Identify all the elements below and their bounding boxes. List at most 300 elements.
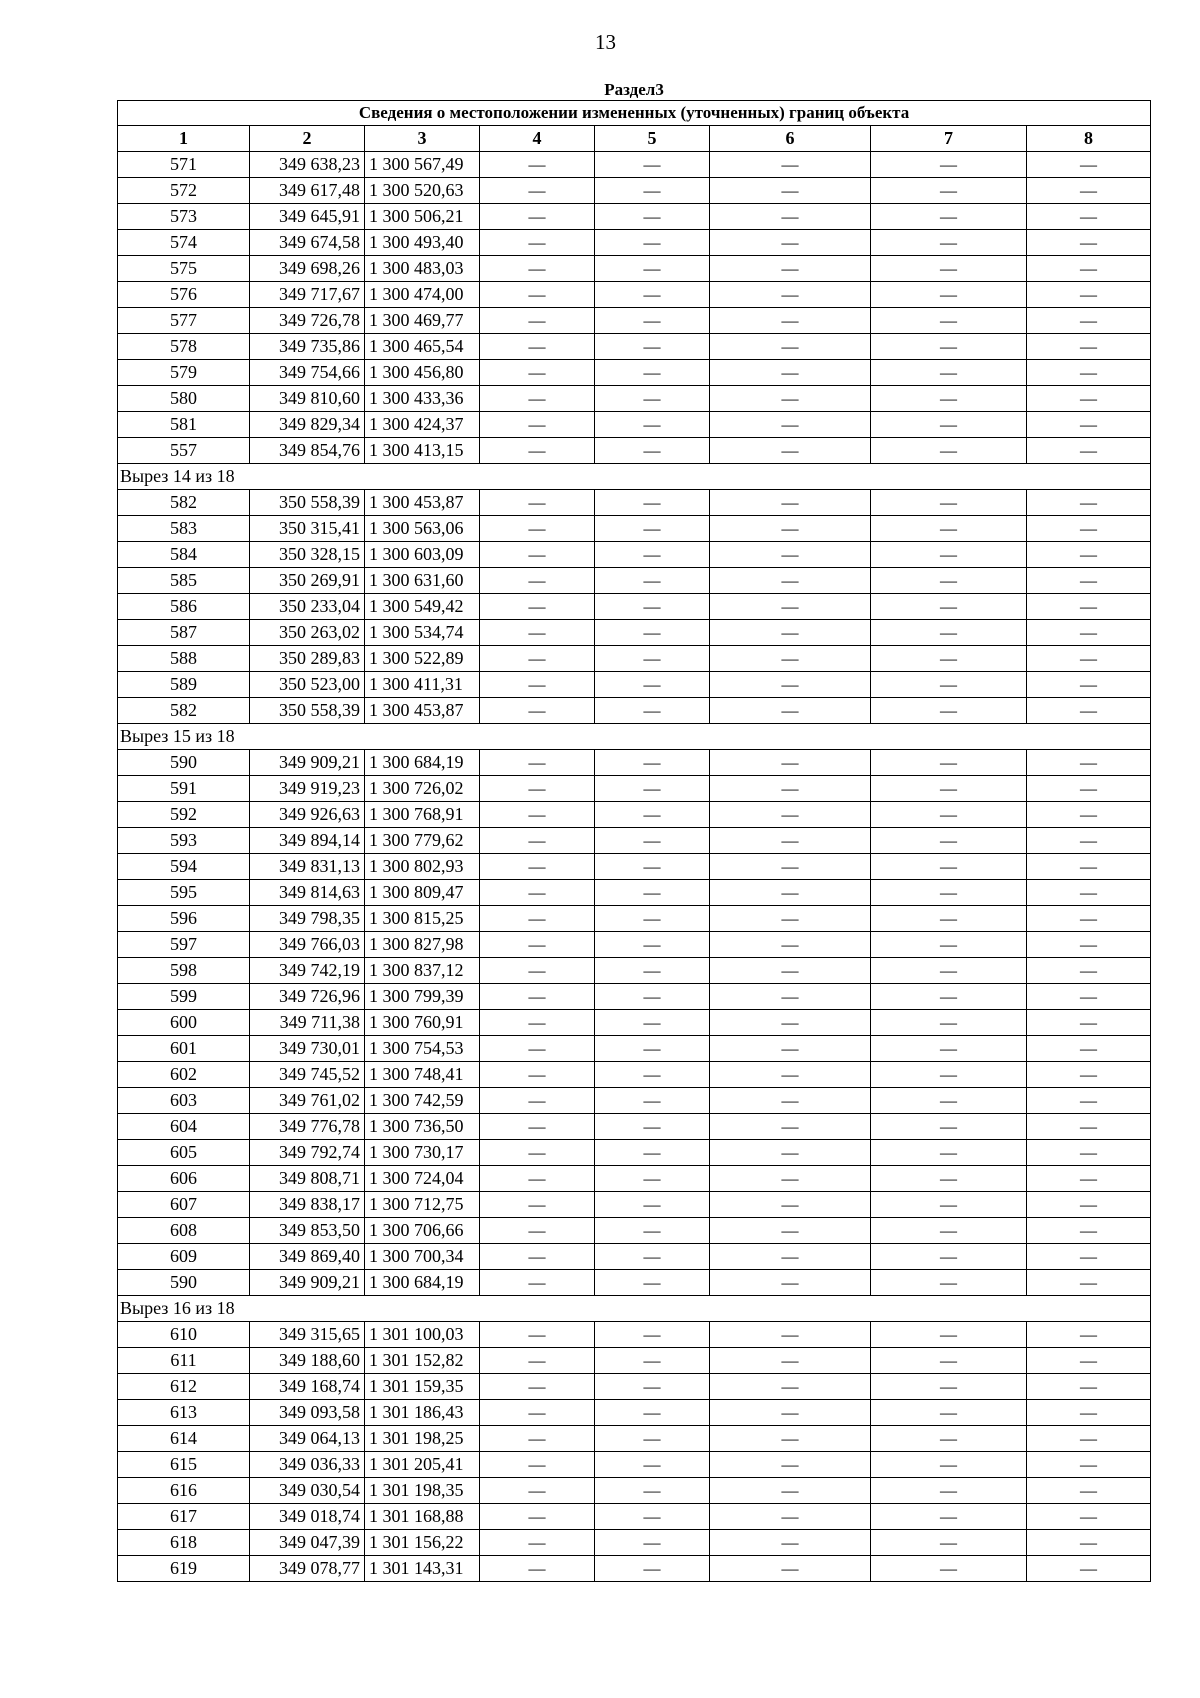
cell-coord-y: 1 300 837,12: [365, 958, 480, 984]
cell-col-8: —: [1027, 490, 1151, 516]
cell-coord-x: 349 638,23: [250, 152, 365, 178]
cell-col-6: —: [710, 204, 871, 230]
cell-col-4: —: [480, 698, 595, 724]
cell-col-5: —: [595, 1192, 710, 1218]
cell-col-4: —: [480, 802, 595, 828]
cell-col-8: —: [1027, 828, 1151, 854]
table-row: [118, 282, 1151, 308]
cell-col-6: —: [710, 594, 871, 620]
table-row: [118, 1114, 1151, 1140]
table-row: [118, 854, 1151, 880]
column-header: 4: [480, 126, 595, 152]
cell-col-4: —: [480, 204, 595, 230]
cell-col-7: —: [871, 1452, 1027, 1478]
cell-col-7: —: [871, 542, 1027, 568]
cell-coord-y: 1 300 768,91: [365, 802, 480, 828]
cell-col-5: —: [595, 880, 710, 906]
table-row: [118, 880, 1151, 906]
cell-col-5: —: [595, 984, 710, 1010]
cell-point-number: 581: [118, 412, 250, 438]
cell-col-8: —: [1027, 1478, 1151, 1504]
cell-point-number: 589: [118, 672, 250, 698]
cell-coord-x: 349 726,96: [250, 984, 365, 1010]
cell-col-6: —: [710, 308, 871, 334]
table-row: [118, 802, 1151, 828]
cell-coord-y: 1 301 186,43: [365, 1400, 480, 1426]
cell-col-6: —: [710, 490, 871, 516]
cell-col-7: —: [871, 152, 1027, 178]
cell-coord-y: 1 300 724,04: [365, 1166, 480, 1192]
cell-col-8: —: [1027, 386, 1151, 412]
cell-point-number: 583: [118, 516, 250, 542]
section-row: [118, 724, 1151, 750]
cell-col-7: —: [871, 750, 1027, 776]
cell-col-6: —: [710, 672, 871, 698]
cell-col-8: —: [1027, 230, 1151, 256]
cell-col-6: —: [710, 958, 871, 984]
cell-coord-x: 349 047,39: [250, 1530, 365, 1556]
cell-col-5: —: [595, 1218, 710, 1244]
table-row: [118, 1400, 1151, 1426]
cell-col-8: —: [1027, 1374, 1151, 1400]
table-title-row: [118, 101, 1151, 126]
cell-col-8: —: [1027, 646, 1151, 672]
cell-point-number: 584: [118, 542, 250, 568]
cell-col-5: —: [595, 958, 710, 984]
cell-coord-x: 349 926,63: [250, 802, 365, 828]
cell-coord-x: 349 831,13: [250, 854, 365, 880]
cell-point-number: 572: [118, 178, 250, 204]
cell-coord-y: 1 301 143,31: [365, 1556, 480, 1582]
cell-col-7: —: [871, 1478, 1027, 1504]
cell-coord-x: 349 030,54: [250, 1478, 365, 1504]
cell-col-5: —: [595, 308, 710, 334]
cell-coord-x: 349 726,78: [250, 308, 365, 334]
cell-coord-y: 1 301 168,88: [365, 1504, 480, 1530]
cell-coord-y: 1 300 809,47: [365, 880, 480, 906]
cell-col-5: —: [595, 516, 710, 542]
cell-col-6: —: [710, 776, 871, 802]
cell-coord-x: 349 814,63: [250, 880, 365, 906]
cell-col-8: —: [1027, 594, 1151, 620]
table-row: [118, 776, 1151, 802]
cell-coord-x: 349 810,60: [250, 386, 365, 412]
cell-coord-x: 349 711,38: [250, 1010, 365, 1036]
table-row: [118, 906, 1151, 932]
cell-col-4: —: [480, 1348, 595, 1374]
cell-coord-y: 1 300 563,06: [365, 516, 480, 542]
cell-col-7: —: [871, 672, 1027, 698]
cell-coord-y: 1 300 465,54: [365, 334, 480, 360]
cell-col-8: —: [1027, 854, 1151, 880]
cell-col-7: —: [871, 1088, 1027, 1114]
cell-col-4: —: [480, 984, 595, 1010]
column-header: 5: [595, 126, 710, 152]
cell-point-number: 578: [118, 334, 250, 360]
table-row: [118, 646, 1151, 672]
table-row: [118, 620, 1151, 646]
cell-point-number: 587: [118, 620, 250, 646]
cell-col-4: —: [480, 230, 595, 256]
cell-col-6: —: [710, 646, 871, 672]
cell-col-7: —: [871, 1010, 1027, 1036]
cell-col-5: —: [595, 282, 710, 308]
cell-coord-x: 349 730,01: [250, 1036, 365, 1062]
cell-point-number: 614: [118, 1426, 250, 1452]
table-row: [118, 1062, 1151, 1088]
cell-col-4: —: [480, 1140, 595, 1166]
cell-point-number: 573: [118, 204, 250, 230]
cell-col-7: —: [871, 1114, 1027, 1140]
cell-col-6: —: [710, 1348, 871, 1374]
table-row: [118, 516, 1151, 542]
cell-col-7: —: [871, 1504, 1027, 1530]
cell-col-7: —: [871, 1244, 1027, 1270]
cell-coord-y: 1 300 684,19: [365, 1270, 480, 1296]
cell-col-5: —: [595, 360, 710, 386]
cell-coord-x: 350 269,91: [250, 568, 365, 594]
column-header: 6: [710, 126, 871, 152]
cell-coord-y: 1 300 456,80: [365, 360, 480, 386]
cell-col-7: —: [871, 802, 1027, 828]
cell-col-8: —: [1027, 308, 1151, 334]
column-header: 1: [118, 126, 250, 152]
cell-coord-x: 349 617,48: [250, 178, 365, 204]
cell-coord-x: 349 078,77: [250, 1556, 365, 1582]
cell-col-4: —: [480, 1452, 595, 1478]
cell-col-4: —: [480, 1400, 595, 1426]
cell-col-4: —: [480, 1192, 595, 1218]
cell-col-8: —: [1027, 1556, 1151, 1582]
table-row: [118, 1478, 1151, 1504]
column-header-row: [118, 126, 1151, 152]
cell-coord-x: 349 093,58: [250, 1400, 365, 1426]
cell-coord-y: 1 300 567,49: [365, 152, 480, 178]
cell-col-5: —: [595, 256, 710, 282]
cell-col-6: —: [710, 698, 871, 724]
cell-col-5: —: [595, 386, 710, 412]
cell-col-8: —: [1027, 1218, 1151, 1244]
cell-coord-y: 1 300 534,74: [365, 620, 480, 646]
cell-col-7: —: [871, 1270, 1027, 1296]
table-row: [118, 204, 1151, 230]
cell-col-4: —: [480, 1218, 595, 1244]
cell-coord-y: 1 300 760,91: [365, 1010, 480, 1036]
cell-col-4: —: [480, 542, 595, 568]
cell-point-number: 602: [118, 1062, 250, 1088]
cell-col-6: —: [710, 828, 871, 854]
cell-coord-x: 349 761,02: [250, 1088, 365, 1114]
cell-col-6: —: [710, 1452, 871, 1478]
cell-coord-x: 349 188,60: [250, 1348, 365, 1374]
cell-col-8: —: [1027, 1348, 1151, 1374]
cell-col-6: —: [710, 1270, 871, 1296]
cell-col-8: —: [1027, 1504, 1151, 1530]
cell-col-5: —: [595, 906, 710, 932]
cell-col-4: —: [480, 750, 595, 776]
cell-col-7: —: [871, 282, 1027, 308]
cell-col-5: —: [595, 646, 710, 672]
cell-col-4: —: [480, 646, 595, 672]
cell-col-6: —: [710, 1036, 871, 1062]
cell-col-6: —: [710, 1556, 871, 1582]
section-label: Вырез 15 из 18: [118, 724, 1151, 750]
table-row: [118, 308, 1151, 334]
cell-col-8: —: [1027, 360, 1151, 386]
cell-coord-y: 1 300 413,15: [365, 438, 480, 464]
cell-point-number: 612: [118, 1374, 250, 1400]
table-row: [118, 152, 1151, 178]
cell-coord-x: 349 869,40: [250, 1244, 365, 1270]
cell-col-7: —: [871, 360, 1027, 386]
section-title: Раздел3: [118, 80, 1151, 101]
cell-col-4: —: [480, 334, 595, 360]
cell-coord-y: 1 300 700,34: [365, 1244, 480, 1270]
cell-col-6: —: [710, 1244, 871, 1270]
cell-coord-y: 1 300 549,42: [365, 594, 480, 620]
cell-col-4: —: [480, 308, 595, 334]
page-number: 13: [595, 30, 616, 54]
cell-col-6: —: [710, 334, 871, 360]
cell-col-4: —: [480, 1270, 595, 1296]
table-body: [118, 80, 1151, 1582]
cell-point-number: 593: [118, 828, 250, 854]
cell-coord-y: 1 300 522,89: [365, 646, 480, 672]
cell-coord-x: 350 328,15: [250, 542, 365, 568]
cell-point-number: 601: [118, 1036, 250, 1062]
cell-col-7: —: [871, 516, 1027, 542]
table-row: [118, 1374, 1151, 1400]
cell-coord-x: 349 798,35: [250, 906, 365, 932]
cell-point-number: 606: [118, 1166, 250, 1192]
cell-col-6: —: [710, 1478, 871, 1504]
cell-col-4: —: [480, 1426, 595, 1452]
table-title: Сведения о местоположении измененных (уточненных) границ объекта: [118, 101, 1151, 126]
cell-coord-x: 349 735,86: [250, 334, 365, 360]
cell-point-number: 608: [118, 1218, 250, 1244]
cell-col-6: —: [710, 620, 871, 646]
cell-col-5: —: [595, 1322, 710, 1348]
cell-col-8: —: [1027, 802, 1151, 828]
cell-col-8: —: [1027, 1140, 1151, 1166]
cell-point-number: 582: [118, 698, 250, 724]
cell-col-7: —: [871, 594, 1027, 620]
cell-col-4: —: [480, 438, 595, 464]
table-row: [118, 542, 1151, 568]
cell-col-8: —: [1027, 932, 1151, 958]
table-row: [118, 594, 1151, 620]
cell-point-number: 590: [118, 1270, 250, 1296]
cell-point-number: 611: [118, 1348, 250, 1374]
cell-col-5: —: [595, 334, 710, 360]
cell-point-number: 598: [118, 958, 250, 984]
cell-col-8: —: [1027, 620, 1151, 646]
cell-col-6: —: [710, 1374, 871, 1400]
cell-col-4: —: [480, 1244, 595, 1270]
cell-col-7: —: [871, 438, 1027, 464]
cell-col-4: —: [480, 1166, 595, 1192]
cell-col-7: —: [871, 984, 1027, 1010]
table-row: [118, 256, 1151, 282]
cell-coord-y: 1 301 198,25: [365, 1426, 480, 1452]
cell-point-number: 605: [118, 1140, 250, 1166]
cell-col-5: —: [595, 1556, 710, 1582]
boundary-coordinates-table: [117, 80, 1151, 1582]
cell-coord-y: 1 300 469,77: [365, 308, 480, 334]
cell-col-4: —: [480, 958, 595, 984]
cell-col-5: —: [595, 1088, 710, 1114]
table-row: [118, 386, 1151, 412]
cell-coord-x: 349 808,71: [250, 1166, 365, 1192]
cell-col-6: —: [710, 880, 871, 906]
cell-col-8: —: [1027, 204, 1151, 230]
cell-coord-x: 349 894,14: [250, 828, 365, 854]
cell-col-5: —: [595, 1140, 710, 1166]
cell-col-4: —: [480, 854, 595, 880]
cell-coord-y: 1 300 799,39: [365, 984, 480, 1010]
cell-col-7: —: [871, 1556, 1027, 1582]
cell-col-6: —: [710, 1114, 871, 1140]
cell-coord-y: 1 300 483,03: [365, 256, 480, 282]
cell-col-6: —: [710, 1218, 871, 1244]
cell-col-7: —: [871, 620, 1027, 646]
cell-col-8: —: [1027, 1166, 1151, 1192]
cell-coord-x: 349 792,74: [250, 1140, 365, 1166]
cell-col-8: —: [1027, 1322, 1151, 1348]
column-header: 2: [250, 126, 365, 152]
cell-col-6: —: [710, 1192, 871, 1218]
cell-col-4: —: [480, 386, 595, 412]
cell-coord-x: 350 289,83: [250, 646, 365, 672]
cell-point-number: 594: [118, 854, 250, 880]
cell-col-5: —: [595, 1400, 710, 1426]
cell-col-5: —: [595, 776, 710, 802]
cell-point-number: 603: [118, 1088, 250, 1114]
cell-col-6: —: [710, 1088, 871, 1114]
cell-coord-y: 1 300 736,50: [365, 1114, 480, 1140]
cell-col-5: —: [595, 1010, 710, 1036]
cell-point-number: 607: [118, 1192, 250, 1218]
cell-col-8: —: [1027, 1270, 1151, 1296]
cell-point-number: 610: [118, 1322, 250, 1348]
cell-col-6: —: [710, 438, 871, 464]
cell-col-4: —: [480, 152, 595, 178]
cell-point-number: 615: [118, 1452, 250, 1478]
cell-col-8: —: [1027, 1088, 1151, 1114]
cell-col-6: —: [710, 412, 871, 438]
table-row: [118, 360, 1151, 386]
cell-coord-x: 349 018,74: [250, 1504, 365, 1530]
column-header: 8: [1027, 126, 1151, 152]
cell-coord-x: 349 909,21: [250, 1270, 365, 1296]
cell-col-7: —: [871, 178, 1027, 204]
cell-col-7: —: [871, 204, 1027, 230]
cell-col-6: —: [710, 854, 871, 880]
cell-col-5: —: [595, 594, 710, 620]
cell-col-6: —: [710, 386, 871, 412]
cell-point-number: 597: [118, 932, 250, 958]
cell-col-8: —: [1027, 1192, 1151, 1218]
cell-col-4: —: [480, 1530, 595, 1556]
cell-coord-x: 349 698,26: [250, 256, 365, 282]
table-row: [118, 1010, 1151, 1036]
section-label: Вырез 16 из 18: [118, 1296, 1151, 1322]
cell-col-7: —: [871, 906, 1027, 932]
cell-col-6: —: [710, 568, 871, 594]
cell-point-number: 577: [118, 308, 250, 334]
cell-coord-y: 1 300 726,02: [365, 776, 480, 802]
cell-col-7: —: [871, 1166, 1027, 1192]
cell-coord-x: 350 233,04: [250, 594, 365, 620]
cell-col-8: —: [1027, 256, 1151, 282]
cell-col-6: —: [710, 984, 871, 1010]
cell-coord-x: 349 754,66: [250, 360, 365, 386]
cell-point-number: 571: [118, 152, 250, 178]
cell-col-7: —: [871, 256, 1027, 282]
cell-col-7: —: [871, 334, 1027, 360]
cell-col-6: —: [710, 1530, 871, 1556]
cell-col-7: —: [871, 1374, 1027, 1400]
cell-col-7: —: [871, 958, 1027, 984]
cell-col-6: —: [710, 360, 871, 386]
table-row: [118, 698, 1151, 724]
table-row: [118, 1452, 1151, 1478]
section-row: [118, 464, 1151, 490]
cell-col-8: —: [1027, 438, 1151, 464]
cell-point-number: 557: [118, 438, 250, 464]
cell-col-5: —: [595, 568, 710, 594]
cell-col-8: —: [1027, 412, 1151, 438]
cell-col-7: —: [871, 1400, 1027, 1426]
table-row: [118, 1036, 1151, 1062]
cell-col-7: —: [871, 776, 1027, 802]
cell-col-6: —: [710, 802, 871, 828]
cell-col-4: —: [480, 1478, 595, 1504]
cell-col-8: —: [1027, 880, 1151, 906]
cell-col-6: —: [710, 906, 871, 932]
cell-col-4: —: [480, 256, 595, 282]
cell-coord-y: 1 301 156,22: [365, 1530, 480, 1556]
cell-col-5: —: [595, 178, 710, 204]
cell-col-8: —: [1027, 1452, 1151, 1478]
cell-point-number: 574: [118, 230, 250, 256]
cell-col-4: —: [480, 776, 595, 802]
table-row: [118, 1244, 1151, 1270]
cell-col-8: —: [1027, 1114, 1151, 1140]
cell-coord-x: 349 064,13: [250, 1426, 365, 1452]
cell-col-4: —: [480, 412, 595, 438]
cell-col-6: —: [710, 256, 871, 282]
cell-coord-x: 349 742,19: [250, 958, 365, 984]
cell-coord-x: 349 745,52: [250, 1062, 365, 1088]
cell-col-5: —: [595, 750, 710, 776]
cell-col-7: —: [871, 568, 1027, 594]
cell-col-7: —: [871, 932, 1027, 958]
cell-col-4: —: [480, 516, 595, 542]
cell-col-6: —: [710, 516, 871, 542]
cell-coord-y: 1 300 827,98: [365, 932, 480, 958]
cell-col-7: —: [871, 646, 1027, 672]
cell-col-4: —: [480, 1010, 595, 1036]
cell-coord-x: 349 315,65: [250, 1322, 365, 1348]
cell-col-5: —: [595, 1270, 710, 1296]
cell-point-number: 592: [118, 802, 250, 828]
cell-col-7: —: [871, 412, 1027, 438]
cell-col-5: —: [595, 1478, 710, 1504]
cell-col-6: —: [710, 152, 871, 178]
cell-col-5: —: [595, 412, 710, 438]
cell-col-5: —: [595, 1374, 710, 1400]
